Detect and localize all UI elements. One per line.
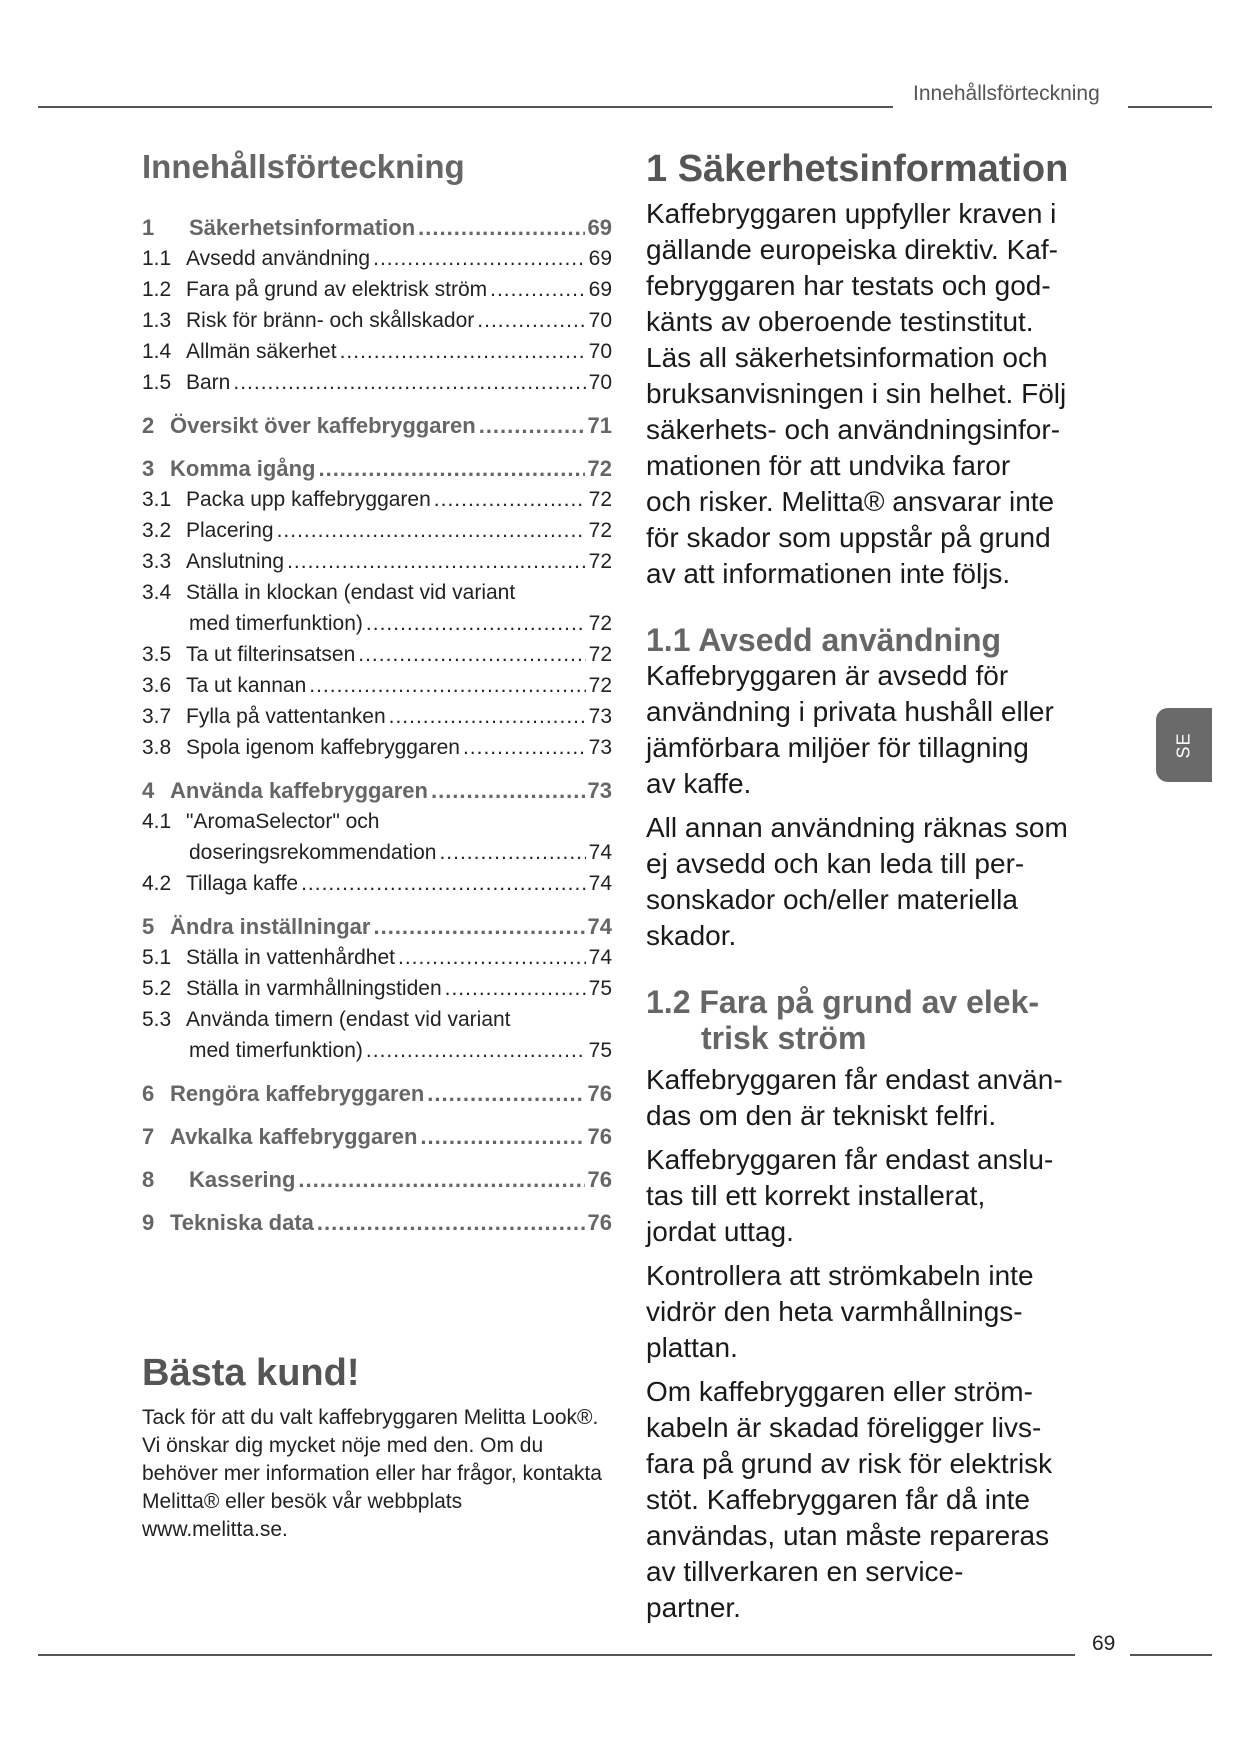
dear-customer-text: Tack för att du valt kaffebryggaren Melitta Look®. Vi önskar dig mycket nöje med den. Om du behöver mer information eller har frågor, kontakta Melitta® eller besök vår webbplats www.melitta.se. — [142, 1406, 602, 1541]
section-1-2-para-3: Kontrollera att strömkabeln inte vidrör den heta varmhållnings- plattan. — [646, 1260, 1034, 1363]
toc-entry-number: 1.3 — [142, 309, 172, 332]
toc-entry-number: 4 — [142, 778, 155, 803]
toc-entry-label: Anslutning — [186, 550, 285, 573]
toc-entry — [142, 942, 612, 973]
section-1-1-para-2: All annan användning räknas som ej avsedd och kan leda till per- sonskador och/eller materiella skador. — [646, 812, 1068, 951]
toc-entry-label: "AromaSelector" och — [186, 810, 380, 833]
toc-entry — [142, 577, 612, 608]
toc-entry-page: 70 — [588, 340, 612, 363]
toc-entry-label: Fylla på vattentanken — [186, 705, 386, 728]
toc-entry — [142, 775, 612, 806]
toc-entry-number: 1.5 — [142, 371, 172, 394]
toc-entry — [142, 515, 612, 546]
header-rule-left — [38, 106, 893, 108]
toc-entry-label: Komma igång — [170, 456, 316, 481]
section-1-1-para-1: Kaffebryggaren är avsedd för användning i privata hushåll eller jämförbara miljöer för tillagning av kaffe. — [646, 660, 1054, 799]
toc-entry-label: Barn — [186, 371, 231, 394]
toc-leader-dots — [445, 973, 586, 1004]
toc-entry-page: 76 — [587, 1124, 612, 1149]
toc-entry-label: Rengöra kaffebryggaren — [170, 1081, 425, 1106]
toc-leader-dots — [373, 243, 586, 274]
toc-entry-page: 74 — [588, 872, 612, 895]
toc-entry-page: 76 — [587, 1167, 612, 1192]
section-1-2-title-cont: trisk ström — [701, 1020, 867, 1056]
toc-entry-label: Avkalka kaffebryggaren — [170, 1124, 418, 1149]
toc-entry-number: 3.5 — [142, 643, 172, 666]
toc-entry-page: 73 — [588, 705, 612, 728]
toc-entry-number: 3.1 — [142, 488, 172, 511]
toc-entry-page: 72 — [588, 550, 612, 573]
section-1-2-title: 1.2 Fara på grund av elek- — [646, 984, 1040, 1020]
toc-entry-label: Ändra inställningar — [170, 914, 371, 939]
toc-entry-number: 3 — [142, 456, 155, 481]
toc-entry-page: 76 — [587, 1210, 612, 1235]
toc-entry-label: Spola igenom kaffebryggaren — [186, 736, 460, 759]
toc-entry — [142, 1121, 612, 1152]
section-1-intro: Kaffebryggaren uppfyller kraven i gällande europeiska direktiv. Kaf- febryggaren har testats och god- känts av oberoende testinstitut. Läs all säkerhetsinformation och bruksanvisningen i sin helhet. Följ säkerhets- och användningsinfor- mationen för att undvika faror och risker. Melitta® ansvarar inte för skador som uppstår på grund av att informationen inte följs. — [646, 198, 1067, 589]
toc-entry-number: 3.8 — [142, 736, 172, 759]
toc-entry-number: 1.1 — [142, 247, 172, 270]
toc-entry — [142, 1078, 612, 1109]
toc-entry-number: 5 — [142, 914, 155, 939]
toc-leader-dots — [490, 274, 586, 305]
toc-entry — [142, 484, 612, 515]
section-1-title: 1 Säkerhetsinformation — [646, 148, 1069, 190]
toc-entry-label: Ställa in varmhållningstiden — [186, 977, 442, 1000]
toc-entry-number: 2 — [142, 413, 155, 438]
toc-entry-page: 70 — [588, 309, 612, 332]
toc-entry — [142, 546, 612, 577]
toc-entry-label: Risk för bränn- och skållskador — [186, 309, 475, 332]
table-of-contents — [142, 148, 612, 1238]
toc-leader-dots — [287, 546, 586, 577]
toc-entry-page: 74 — [588, 946, 612, 969]
toc-entry-number: 7 — [142, 1124, 155, 1149]
toc-entry-number: 1.4 — [142, 340, 172, 363]
toc-entry-number: 1 — [142, 215, 155, 240]
page-number: 69 — [1092, 1632, 1116, 1655]
toc-entry-number: 5.1 — [142, 946, 172, 969]
toc-entry-page: 72 — [588, 674, 612, 697]
toc-entry-label: Tekniska data — [170, 1210, 314, 1235]
toc-entry-number: 4.2 — [142, 872, 172, 895]
toc-leader-dots — [373, 911, 584, 942]
toc-leader-dots — [277, 515, 586, 546]
toc-entry-page: 70 — [588, 371, 612, 394]
toc-leader-dots — [318, 453, 584, 484]
toc-entry — [142, 1035, 612, 1066]
section-1-2-para-2: Kaffebryggaren får endast anslu- tas till ett korrekt installerat, jordat uttag. — [646, 1144, 1054, 1247]
toc-leader-dots — [317, 1207, 585, 1238]
toc-entry — [142, 701, 612, 732]
toc-entry-label: Allmän säkerhet — [186, 340, 337, 363]
toc-entry-number: 1.2 — [142, 278, 172, 301]
toc-entry-number: 3.2 — [142, 519, 172, 542]
toc-entry-page: 73 — [587, 778, 612, 803]
section-1-2-para-4: Om kaffebryggaren eller ström- kabeln är skadad föreligger livs- fara på grund av risk för elektrisk stöt. Kaffebryggaren får då inte användas, utan måste repareras av tillverkaren en service- partner. — [646, 1376, 1053, 1623]
toc-leader-dots — [427, 1078, 584, 1109]
toc-entry-label: Ställa in klockan (endast vid variant — [186, 581, 516, 604]
toc-leader-dots — [418, 212, 584, 243]
toc-entry-number: 5.3 — [142, 1008, 172, 1031]
toc-entry-page: 71 — [587, 413, 612, 438]
toc-leader-dots — [340, 336, 586, 367]
toc-entry-page: 72 — [588, 488, 612, 511]
toc-leader-dots — [309, 670, 585, 701]
toc-leader-dots — [477, 305, 585, 336]
footer-rule-left — [38, 1654, 1075, 1656]
toc-entry-page: 74 — [587, 914, 612, 939]
footer-rule-right — [1130, 1654, 1212, 1656]
toc-entry — [142, 868, 612, 899]
toc-entry — [142, 453, 612, 484]
dear-customer-title: Bästa kund! — [142, 1352, 360, 1394]
toc-leader-dots — [298, 1164, 584, 1195]
toc-entry — [142, 367, 612, 398]
toc-entry-label: Använda timern (endast vid variant — [186, 1008, 511, 1031]
toc-entry — [142, 410, 612, 441]
toc-entry-number: 4.1 — [142, 810, 172, 833]
toc-leader-dots — [389, 701, 586, 732]
toc-entry — [142, 1164, 612, 1195]
toc-entry-label: Packa upp kaffebryggaren — [186, 488, 431, 511]
toc-entry-page: 72 — [587, 456, 612, 481]
toc-entry-label: Tillaga kaffe — [186, 872, 299, 895]
toc-leader-dots — [434, 484, 586, 515]
safety-section — [646, 146, 1126, 1634]
toc-leader-dots — [420, 1121, 584, 1152]
toc-entry — [142, 806, 612, 837]
toc-entry-number: 3.6 — [142, 674, 172, 697]
header-rule-right — [1128, 106, 1212, 108]
toc-entry — [142, 1004, 612, 1035]
toc-entry — [142, 608, 612, 639]
toc-entry-label: Placering — [186, 519, 274, 542]
toc-entry — [142, 732, 612, 763]
toc-list — [142, 212, 612, 1238]
toc-entry-label: med timerfunktion) — [189, 1039, 363, 1062]
toc-entry — [142, 212, 612, 243]
toc-entry-page: 69 — [587, 215, 612, 240]
toc-leader-dots — [479, 410, 585, 441]
toc-entry — [142, 1207, 612, 1238]
toc-entry — [142, 243, 612, 274]
toc-title: Innehållsförteckning — [142, 148, 465, 185]
toc-entry-page: 74 — [588, 841, 612, 864]
toc-entry-page: 69 — [588, 278, 612, 301]
toc-entry-number: 5.2 — [142, 977, 172, 1000]
toc-entry-number: 3.7 — [142, 705, 172, 728]
toc-entry-number: 3.4 — [142, 581, 172, 604]
toc-entry-label: Ta ut kannan — [186, 674, 307, 697]
toc-entry — [142, 670, 612, 701]
toc-entry — [142, 336, 612, 367]
toc-entry-label: med timerfunktion) — [189, 612, 363, 635]
toc-leader-dots — [233, 367, 585, 398]
toc-leader-dots — [431, 775, 585, 806]
toc-entry-page: 75 — [588, 977, 612, 1000]
toc-entry-label: Fara på grund av elektrisk ström — [186, 278, 488, 301]
toc-entry-label: doseringsrekommendation — [189, 841, 437, 864]
toc-entry-number: 8 — [142, 1167, 155, 1192]
toc-entry — [142, 911, 612, 942]
toc-entry-page: 72 — [588, 519, 612, 542]
toc-entry — [142, 837, 612, 868]
running-header: Innehållsförteckning — [913, 82, 1100, 105]
toc-entry-number: 6 — [142, 1081, 155, 1106]
section-1-1-title: 1.1 Avsedd användning — [646, 622, 1002, 658]
toc-leader-dots — [358, 639, 585, 670]
toc-entry-label: Ta ut filterinsatsen — [186, 643, 356, 666]
toc-entry — [142, 639, 612, 670]
toc-leader-dots — [366, 1035, 586, 1066]
toc-leader-dots — [439, 837, 585, 868]
toc-entry-label: Översikt över kaffebryggaren — [170, 413, 476, 438]
toc-entry-number: 3.3 — [142, 550, 172, 573]
toc-entry-page: 72 — [588, 612, 612, 635]
toc-entry-page: 75 — [588, 1039, 612, 1062]
section-1-2-para-1: Kaffebryggaren får endast använ- das om den är tekniskt felfri. — [646, 1064, 1063, 1131]
toc-leader-dots — [463, 732, 586, 763]
toc-leader-dots — [301, 868, 586, 899]
toc-leader-dots — [398, 942, 586, 973]
toc-leader-dots — [366, 608, 586, 639]
language-tab-label: SE — [1173, 731, 1194, 759]
toc-entry — [142, 274, 612, 305]
toc-entry-number: 9 — [142, 1210, 155, 1235]
language-tab — [1156, 708, 1212, 782]
toc-entry-label: Använda kaffebryggaren — [170, 778, 428, 803]
toc-entry-label: Ställa in vattenhårdhet — [186, 946, 395, 969]
toc-entry — [142, 973, 612, 1004]
toc-entry-label: Avsedd användning — [186, 247, 371, 270]
toc-entry-label: Kassering — [189, 1167, 296, 1192]
toc-entry-page: 72 — [588, 643, 612, 666]
toc-entry-page: 69 — [588, 247, 612, 270]
toc-entry-page: 73 — [588, 736, 612, 759]
toc-entry-label: Säkerhetsinformation — [189, 215, 416, 240]
toc-entry-page: 76 — [587, 1081, 612, 1106]
toc-entry — [142, 305, 612, 336]
